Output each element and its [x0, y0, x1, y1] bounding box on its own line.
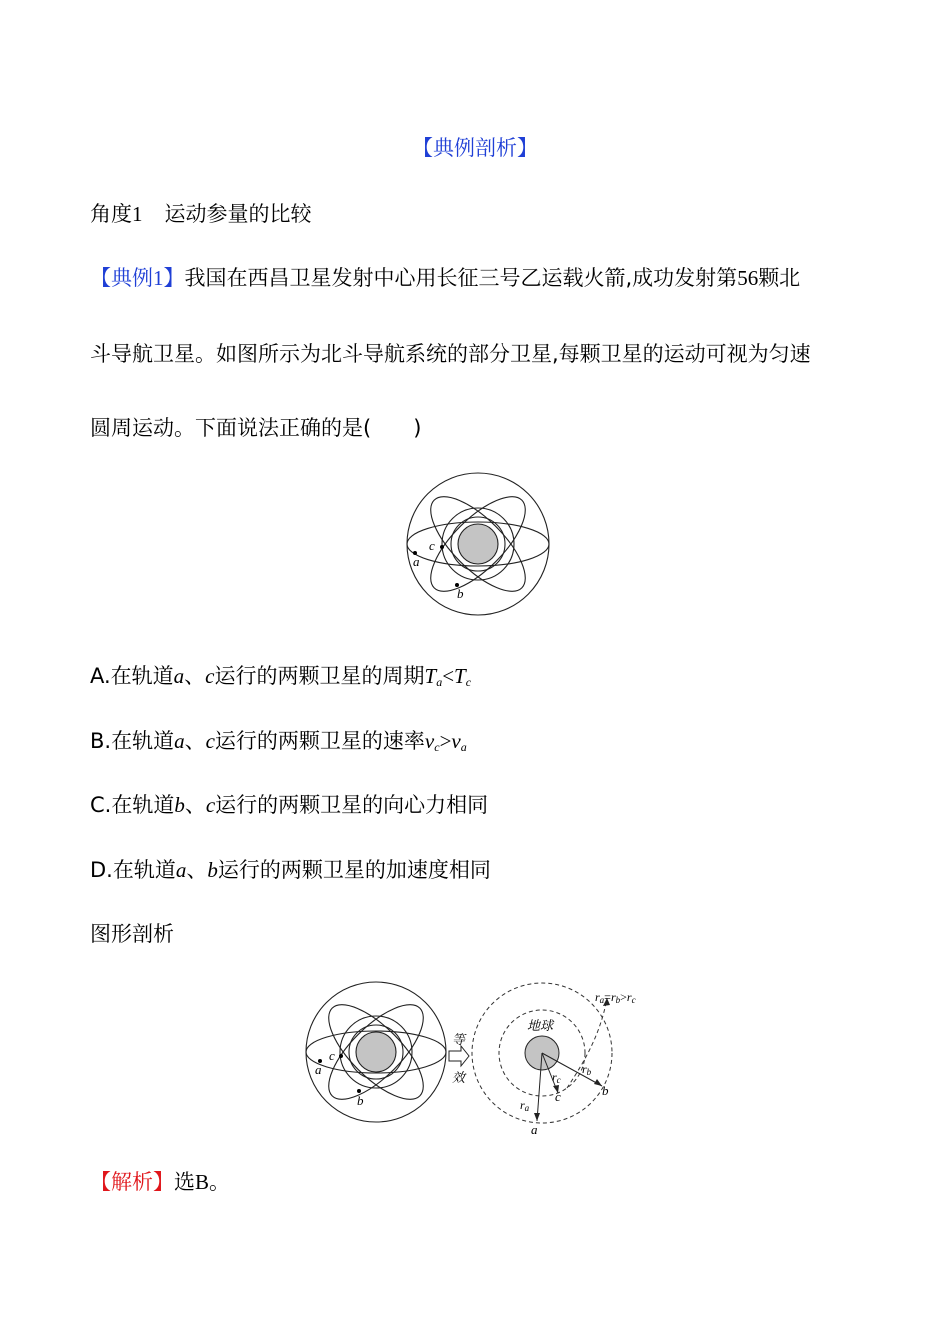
example-text-1b: 颗北: [758, 266, 801, 290]
svg-text:ra: ra: [520, 1098, 530, 1113]
solution-tag: 【解析】: [90, 1170, 174, 1194]
equivalence-arrow: [449, 1032, 469, 1085]
svg-text:效: 效: [452, 1070, 466, 1085]
example-text-1a: 我国在西昌卫星发射中心用长征三号乙运载火箭,成功发射第: [184, 266, 738, 290]
svg-text:a: a: [531, 1122, 538, 1137]
svg-text:rc: rc: [552, 1070, 561, 1085]
earth-disc: [458, 524, 498, 564]
angle-title: [90, 200, 312, 228]
solution-answer: B: [195, 1170, 210, 1194]
analysis-title: 图形剖析: [90, 922, 174, 946]
option-d: D.在轨道a、b运行的两颗卫星的加速度相同: [90, 858, 491, 882]
label-a: a: [413, 554, 420, 569]
angle-topic: 运动参量的比较: [164, 202, 312, 226]
equivalence-figure: [305, 978, 660, 1138]
label-b: b: [457, 586, 464, 601]
solution: 【解析】选B。: [90, 1170, 231, 1194]
example-line-1: [90, 264, 800, 292]
svg-text:c: c: [329, 1048, 335, 1063]
heading-text: 【典例剖析】: [412, 136, 538, 160]
option-a: A.在轨道a、c运行的两颗卫星的周期$T_a<T_c$: [90, 664, 472, 689]
svg-text:rb: rb: [582, 1062, 592, 1077]
example-tag: 【典例1】: [90, 266, 185, 290]
example-line-2: 斗导航卫星。如图所示为北斗导航系统的部分卫星,每颗卫星的运动可视为匀速: [90, 342, 811, 366]
svg-text:a: a: [315, 1062, 322, 1077]
label-c: c: [429, 538, 435, 553]
earth-disc: [356, 1032, 396, 1072]
radius-relation: ra=rb>rc: [595, 990, 636, 1005]
example-line-3: 圆周运动。下面说法正确的是( ): [90, 416, 422, 440]
orbit-figure: [405, 470, 551, 618]
svg-text:b: b: [602, 1083, 609, 1098]
svg-text:等: 等: [452, 1032, 466, 1047]
angle-number: 1: [132, 202, 143, 226]
earth-label: 地球: [527, 1018, 554, 1033]
satellite-c-dot: [440, 545, 444, 549]
option-c: C.在轨道b、c运行的两颗卫星的向心力相同: [90, 793, 489, 817]
svg-text:b: b: [357, 1093, 364, 1108]
section-heading: [0, 134, 950, 162]
example-number: 56: [737, 266, 759, 290]
option-b: B.在轨道a、c运行的两颗卫星的速率$v_c>v_a$: [90, 729, 467, 754]
angle-label: 角度: [90, 202, 132, 226]
svg-text:c: c: [555, 1089, 561, 1104]
